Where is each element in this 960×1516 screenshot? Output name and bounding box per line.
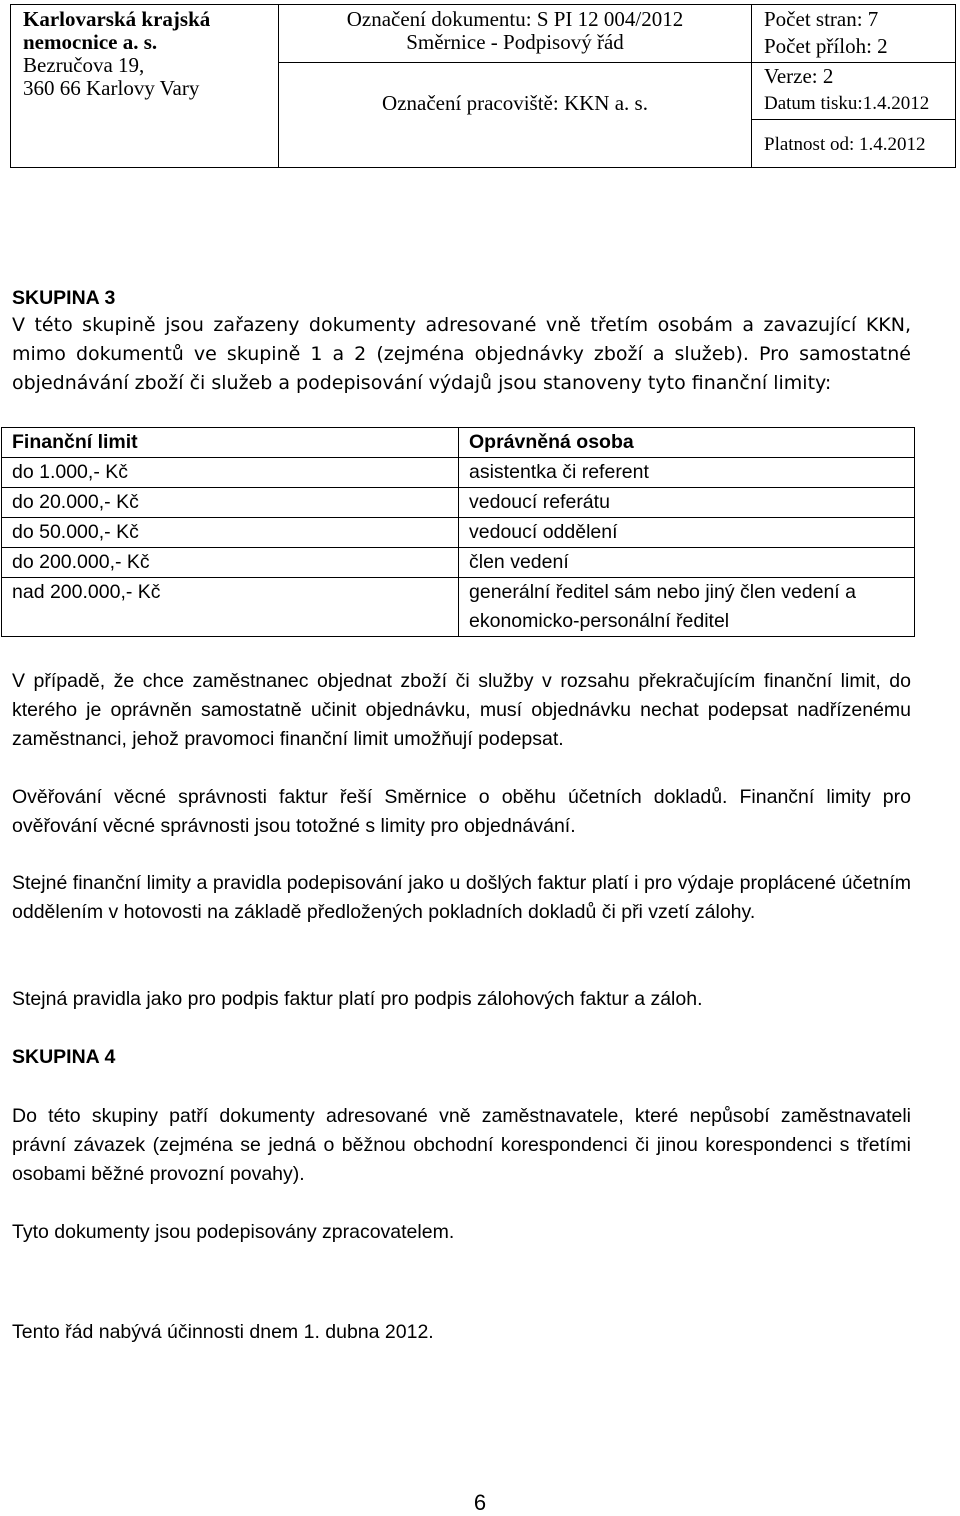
table-row: [2, 518, 915, 548]
group4-paragraph-2: Tyto dokumenty jsou podepisovány zpracovatelem.: [12, 1221, 455, 1243]
group3-paragraph-3: Stejné finanční limity a pravidla podepisování jako u došlých faktur platí i pro výdaje proplácené účetním oddělením v hotovosti na základě předložených pokladních dokladů či při vzetí zálohy.: [12, 872, 911, 923]
table-row: [2, 458, 915, 488]
header-meta: [752, 5, 955, 167]
group3-heading: SKUPINA 3: [12, 287, 116, 309]
limit-cell: do 1.000,- Kč: [2, 458, 459, 488]
limit-cell: do 20.000,- Kč: [2, 488, 459, 518]
table-header-person: Oprávněná osoba: [459, 428, 915, 458]
doc-id: Označení dokumentu: S PI 12 004/2012: [346, 7, 684, 31]
limit-cell: do 50.000,- Kč: [2, 518, 459, 548]
financial-limits-table: [1, 427, 915, 637]
limit-cell: do 200.000,- Kč: [2, 548, 459, 578]
group4-heading: SKUPINA 4: [12, 1046, 116, 1068]
group4-paragraph-1: Do této skupiny patří dokumenty adresované vně zaměstnavatele, které nepůsobí zaměstnavateli právní závazek (zejména se jedná o běžnou obchodní korespondenci či jinou korespondenci s třetími osobami běžné provozní povahy).: [12, 1105, 911, 1185]
person-cell: vedoucí referátu: [459, 488, 915, 518]
person-cell: asistentka či referent: [459, 458, 915, 488]
group3-paragraph-2: Ověřování věcné správnosti faktur řeší Směrnice o oběhu účetních dokladů. Finanční limity pro ověřování věcné správnosti jsou totožné s limity pro objednávání.: [12, 786, 911, 837]
valid-from: Platnost od: 1.4.2012: [764, 134, 926, 155]
page-number: 6: [473, 1490, 487, 1515]
effective-date-statement: Tento řád nabývá účinnosti dnem 1. dubna 2012.: [12, 1321, 434, 1343]
group3-paragraph-1: V případě, že chce zaměstnanec objednat zboží či služby v rozsahu překračujícím finanční limit, do kterého je oprávněn samostatně učinit objednávku, musí objednávku nechat podepsat nadřízenému zaměstnanci, jehož pravomoci finanční limit umožňují podepsat.: [12, 670, 911, 750]
doc-title: Směrnice - Podpisový řád: [406, 30, 624, 54]
table-header-limit: Finanční limit: [2, 428, 459, 458]
table-row: [2, 548, 915, 578]
table-row: [2, 428, 915, 458]
doc-id-block: [279, 8, 751, 54]
attachment-count: Počet příloh: 2: [764, 34, 888, 58]
group3-intro: V této skupině jsou zařazeny dokumenty adresované vně třetím osobám a zavazující KKN, mimo dokumentů ve skupině 1 a 2 (zejména objednávky zboží a služeb). Pro samostatné objednávání zboží či služeb a podepisování výdajů jsou stanoveny tyto finanční limity:: [12, 314, 911, 394]
table-row: [2, 578, 915, 637]
page-count: Počet stran: 7: [764, 7, 879, 31]
print-date: Datum tisku:1.4.2012: [764, 93, 930, 114]
header-document-info: [279, 5, 752, 167]
header-divider: [279, 62, 751, 63]
workplace: Označení pracoviště: KKN a. s.: [382, 91, 648, 115]
person-cell: vedoucí oddělení: [459, 518, 915, 548]
table-row: [2, 488, 915, 518]
version: Verze: 2: [764, 64, 834, 88]
header-divider: [752, 119, 955, 120]
org-city: 360 66 Karlovy Vary: [23, 76, 200, 100]
person-cell: člen vedení: [459, 548, 915, 578]
org-name-line-2: nemocnice a. s.: [23, 30, 158, 54]
group3-paragraph-4: Stejná pravidla jako pro podpis faktur platí pro podpis zálohových faktur a záloh.: [12, 988, 703, 1010]
header-organization: [11, 5, 279, 167]
limit-cell: nad 200.000,- Kč: [2, 578, 459, 637]
header-divider: [752, 62, 955, 63]
document-header: [10, 4, 956, 168]
org-name-line-1: Karlovarská krajská: [23, 7, 211, 31]
person-cell: generální ředitel sám nebo jiný člen vedení a ekonomicko-personální ředitel: [459, 578, 915, 637]
org-street: Bezručova 19,: [23, 53, 145, 77]
